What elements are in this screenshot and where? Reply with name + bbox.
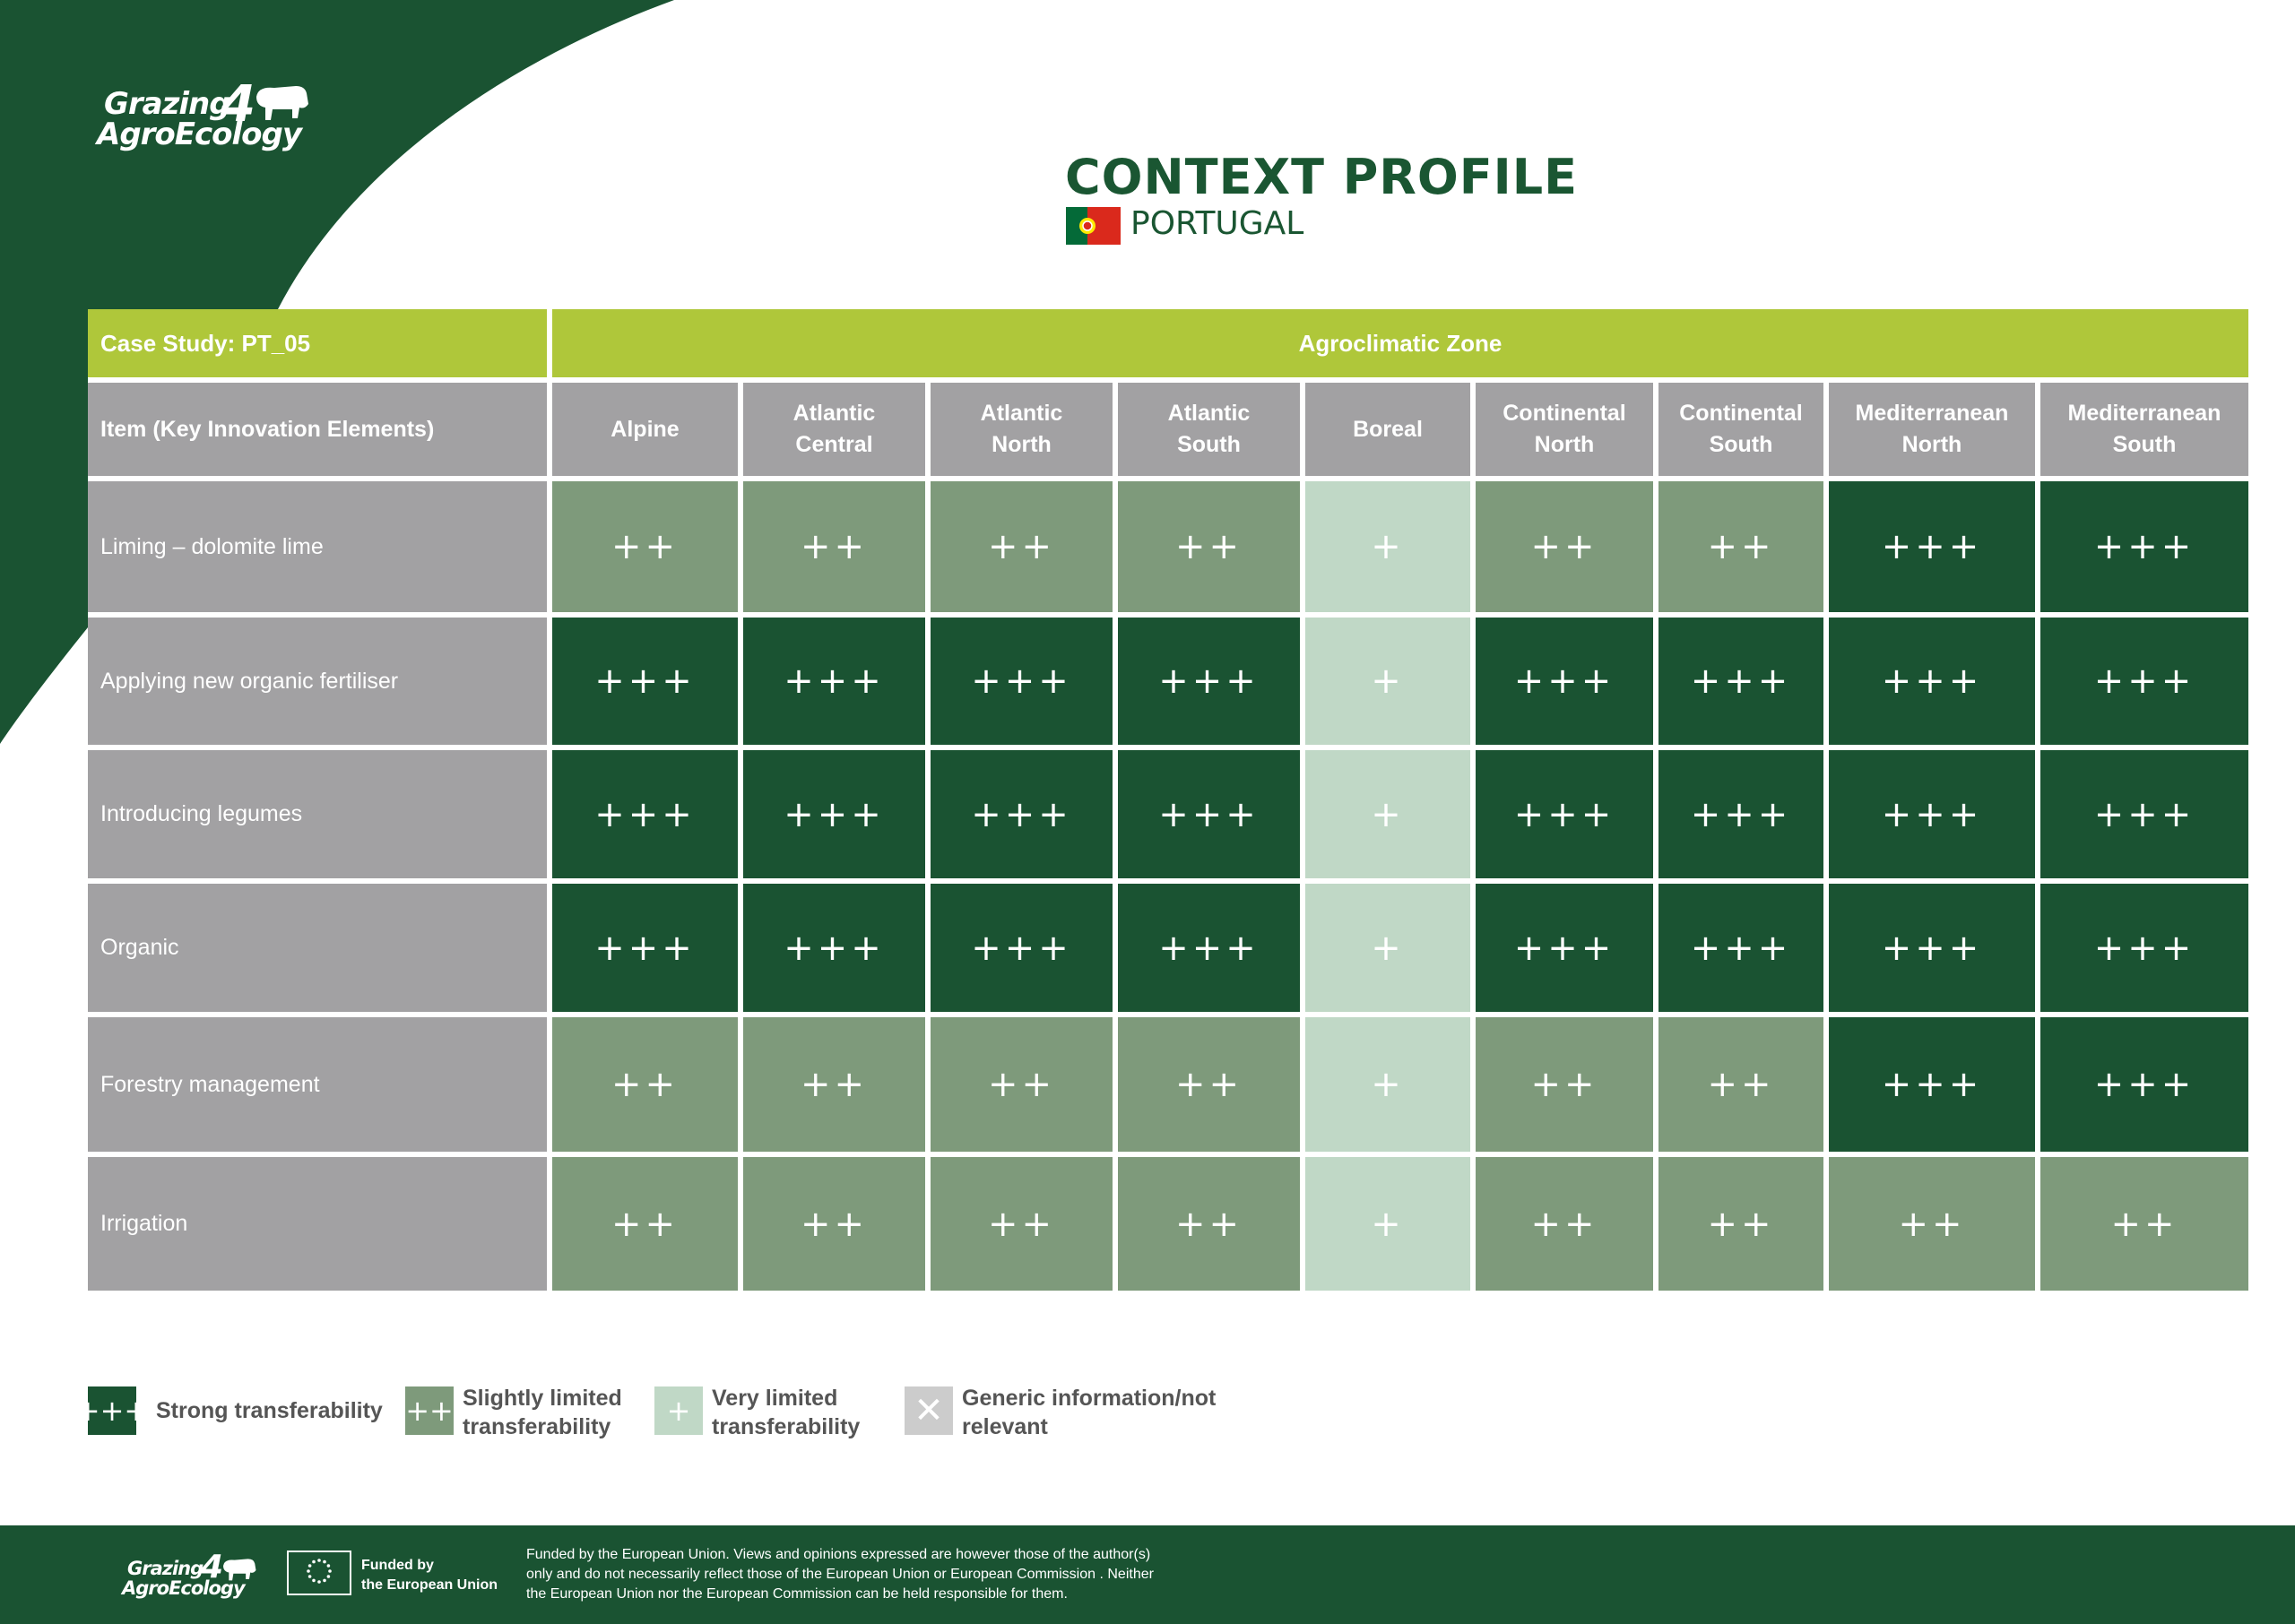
rating-cell-irrigation-atlantic-central: [743, 1157, 925, 1291]
rating-mark: +++: [1690, 793, 1792, 835]
rating-mark: ++: [1174, 1203, 1243, 1245]
rating-mark: ++: [1530, 1203, 1598, 1245]
rating-cell-irrigation-continental-south: [1658, 1157, 1823, 1291]
zone-header-alpine: Alpine: [552, 383, 738, 476]
logo-text-four: 4: [221, 75, 255, 134]
funding-disclaimer: [526, 1545, 1333, 1604]
rating-mark: +++: [2093, 526, 2195, 567]
rating-mark: +: [1371, 1203, 1405, 1245]
footer-cow-icon: [219, 1554, 258, 1586]
rating-cell-applying-new-organic-fertiliser-alpine: [552, 618, 738, 745]
rating-cell-applying-new-organic-fertiliser-boreal: [1305, 618, 1470, 745]
rating-mark: +++: [784, 927, 885, 969]
eu-funding-line: the European Union: [361, 1577, 498, 1593]
rating-mark: ++: [800, 526, 869, 567]
country-name: PORTUGAL: [1130, 205, 1304, 242]
rating-mark: ++: [800, 1064, 869, 1105]
rating-mark: ++: [611, 1203, 680, 1245]
rating-cell-liming-dolomite-lime-atlantic-north: [931, 481, 1113, 612]
legend-label-very-limited: [712, 1384, 860, 1441]
legend-label-line: relevant: [962, 1414, 1048, 1439]
footer-logo-text-grazing: Grazing: [127, 1558, 204, 1579]
rating-cell-applying-new-organic-fertiliser-atlantic-south: [1118, 618, 1300, 745]
rating-mark: ++: [1898, 1203, 1966, 1245]
rating-cell-forestry-management-mediterranean-north: [1829, 1017, 2035, 1152]
legend-label-line: transferability: [712, 1414, 861, 1439]
rating-cell-irrigation-continental-north: [1476, 1157, 1653, 1291]
transferability-table: [88, 309, 2229, 1291]
rating-cell-applying-new-organic-fertiliser-mediterranean-south: [2040, 618, 2248, 745]
rating-cell-introducing-legumes-atlantic-north: [931, 750, 1113, 878]
rating-cell-introducing-legumes-alpine: [552, 750, 738, 878]
rating-mark: +++: [2093, 661, 2195, 702]
rating-cell-introducing-legumes-mediterranean-north: [1829, 750, 2035, 878]
disclaimer-line: Funded by the European Union. Views and opinions expressed are however those of the author(s): [526, 1547, 1151, 1562]
legend-swatch-slightly-limited: ++: [405, 1386, 454, 1435]
rating-cell-introducing-legumes-continental-south: [1658, 750, 1823, 878]
rating-mark: ++: [1707, 1064, 1775, 1105]
rating-mark: +++: [594, 661, 696, 702]
rating-mark: +++: [1881, 793, 1983, 835]
zone-header-atlantic-south: Atlantic South: [1118, 383, 1300, 476]
rating-mark: +++: [1158, 661, 1260, 702]
legend-label-line: Generic information/not: [962, 1386, 1217, 1411]
rating-mark: +++: [1158, 793, 1260, 835]
rating-mark: ++: [987, 1203, 1056, 1245]
rating-mark: +++: [1513, 927, 1615, 969]
rating-mark: +: [1371, 927, 1405, 969]
rating-cell-applying-new-organic-fertiliser-continental-south: [1658, 618, 1823, 745]
agroclimatic-zone-header: Agroclimatic Zone: [552, 309, 2248, 377]
rating-mark: +: [1371, 661, 1405, 702]
zone-header-continental-north: Continental North: [1476, 383, 1653, 476]
rating-cell-applying-new-organic-fertiliser-atlantic-north: [931, 618, 1113, 745]
rating-cell-organic-mediterranean-north: [1829, 884, 2035, 1012]
legend-label-line: Very limited: [712, 1386, 838, 1411]
rating-cell-forestry-management-boreal: [1305, 1017, 1470, 1152]
rating-mark: +: [1371, 793, 1405, 835]
zone-header-atlantic-central: Atlantic Central: [743, 383, 925, 476]
rating-cell-introducing-legumes-atlantic-south: [1118, 750, 1300, 878]
rating-cell-introducing-legumes-atlantic-central: [743, 750, 925, 878]
legend-label-line: Slightly limited: [463, 1386, 622, 1411]
rating-cell-forestry-management-continental-north: [1476, 1017, 1653, 1152]
rating-mark: +++: [594, 927, 696, 969]
rating-cell-irrigation-boreal: [1305, 1157, 1470, 1291]
rating-cell-forestry-management-atlantic-north: [931, 1017, 1113, 1152]
row-label-applying-new-organic-fertiliser: Applying new organic fertiliser: [88, 618, 547, 745]
rating-mark: +++: [784, 793, 885, 835]
rating-cell-irrigation-atlantic-north: [931, 1157, 1113, 1291]
rating-mark: ++: [1707, 526, 1775, 567]
rating-mark: +++: [2093, 793, 2195, 835]
zone-header-mediterranean-south: Mediterranean South: [2040, 383, 2248, 476]
rating-mark: +++: [971, 927, 1072, 969]
rating-mark: ++: [611, 1064, 680, 1105]
legend-label-line: transferability: [463, 1414, 611, 1439]
rating-cell-organic-boreal: [1305, 884, 1470, 1012]
legend-label-line: Strong transferability: [156, 1398, 383, 1423]
rating-cell-applying-new-organic-fertiliser-atlantic-central: [743, 618, 925, 745]
rating-cell-organic-atlantic-south: [1118, 884, 1300, 1012]
rating-cell-liming-dolomite-lime-atlantic-central: [743, 481, 925, 612]
rating-cell-organic-continental-north: [1476, 884, 1653, 1012]
rating-cell-organic-mediterranean-south: [2040, 884, 2248, 1012]
rating-cell-organic-atlantic-north: [931, 884, 1113, 1012]
rating-mark: ++: [1707, 1203, 1775, 1245]
rating-mark: ++: [2110, 1203, 2178, 1245]
rating-mark: ++: [800, 1203, 869, 1245]
eu-funding-label: [361, 1556, 498, 1595]
footer-logo-text-agroecology: AgroEcology: [122, 1577, 245, 1599]
rating-mark: ++: [987, 526, 1056, 567]
rating-mark: +: [1371, 1064, 1405, 1105]
row-label-organic: Organic: [88, 884, 547, 1012]
eu-funding-line: Funded by: [361, 1558, 434, 1573]
rating-cell-liming-dolomite-lime-continental-south: [1658, 481, 1823, 612]
rating-cell-liming-dolomite-lime-continental-north: [1476, 481, 1653, 612]
legend-label-strong: [156, 1396, 383, 1425]
footer: [0, 1525, 2295, 1624]
rating-mark: +++: [1881, 927, 1983, 969]
rating-cell-forestry-management-mediterranean-south: [2040, 1017, 2248, 1152]
rating-cell-introducing-legumes-continental-north: [1476, 750, 1653, 878]
rating-cell-irrigation-mediterranean-south: [2040, 1157, 2248, 1291]
row-label-liming-dolomite-lime: Liming – dolomite lime: [88, 481, 547, 612]
page-title: CONTEXT PROFILE: [1065, 149, 1579, 205]
logo-text-agroecology: AgroEcology: [97, 117, 302, 152]
disclaimer-line: the European Union nor the European Commission can be held responsible for them.: [526, 1586, 1068, 1602]
rating-cell-liming-dolomite-lime-boreal: [1305, 481, 1470, 612]
legend-swatch-strong: +++: [88, 1386, 136, 1435]
rating-cell-irrigation-mediterranean-north: [1829, 1157, 2035, 1291]
rating-mark: +: [1371, 526, 1405, 567]
rating-cell-liming-dolomite-lime-mediterranean-south: [2040, 481, 2248, 612]
legend-swatch-not-relevant: ✕: [905, 1386, 953, 1435]
legend-label-not-relevant: [962, 1384, 1216, 1441]
rating-mark: ++: [1530, 1064, 1598, 1105]
rating-cell-liming-dolomite-lime-alpine: [552, 481, 738, 612]
rating-cell-irrigation-atlantic-south: [1118, 1157, 1300, 1291]
case-study-header: Case Study: PT_05: [88, 309, 547, 377]
rating-cell-forestry-management-continental-south: [1658, 1017, 1823, 1152]
footer-logo: [122, 1551, 265, 1604]
legend-label-slightly-limited: [463, 1384, 622, 1441]
rating-cell-organic-alpine: [552, 884, 738, 1012]
rating-cell-forestry-management-alpine: [552, 1017, 738, 1152]
rating-mark: ++: [1530, 526, 1598, 567]
zone-header-mediterranean-north: Mediterranean North: [1829, 383, 2035, 476]
rating-mark: +++: [1690, 927, 1792, 969]
rating-mark: +++: [1513, 661, 1615, 702]
rating-mark: +++: [1881, 526, 1983, 567]
rating-mark: ++: [1174, 1064, 1243, 1105]
rating-mark: +++: [2093, 1064, 2195, 1105]
rating-cell-forestry-management-atlantic-south: [1118, 1017, 1300, 1152]
rating-mark: +++: [1158, 927, 1260, 969]
zone-header-atlantic-north: Atlantic North: [931, 383, 1113, 476]
row-label-irrigation: Irrigation: [88, 1157, 547, 1291]
row-label-introducing-legumes: Introducing legumes: [88, 750, 547, 878]
rating-mark: +++: [971, 661, 1072, 702]
rating-cell-liming-dolomite-lime-mediterranean-north: [1829, 481, 2035, 612]
rating-cell-organic-atlantic-central: [743, 884, 925, 1012]
rating-mark: +++: [2093, 927, 2195, 969]
rating-mark: +++: [971, 793, 1072, 835]
rating-cell-introducing-legumes-boreal: [1305, 750, 1470, 878]
rating-mark: +++: [1881, 1064, 1983, 1105]
rating-mark: +++: [1513, 793, 1615, 835]
rating-cell-forestry-management-atlantic-central: [743, 1017, 925, 1152]
logo-text-grazing: Grazing: [104, 86, 230, 122]
rating-mark: +++: [1690, 661, 1792, 702]
rating-mark: +++: [1881, 661, 1983, 702]
rating-mark: ++: [611, 526, 680, 567]
item-column-header: Item (Key Innovation Elements): [88, 383, 547, 476]
rating-cell-applying-new-organic-fertiliser-mediterranean-north: [1829, 618, 2035, 745]
legend-swatch-very-limited: +: [654, 1386, 703, 1435]
eu-flag-icon: [287, 1551, 351, 1595]
rating-cell-introducing-legumes-mediterranean-south: [2040, 750, 2248, 878]
rating-mark: ++: [1174, 526, 1243, 567]
eu-stars-icon: [289, 1552, 350, 1594]
grazing4agroecology-logo: [95, 75, 319, 156]
cow-icon: [249, 79, 312, 129]
portugal-flag-icon: [1066, 207, 1121, 245]
rating-mark: ++: [987, 1064, 1056, 1105]
rating-cell-irrigation-alpine: [552, 1157, 738, 1291]
rating-mark: +++: [594, 793, 696, 835]
zone-header-boreal: Boreal: [1305, 383, 1470, 476]
rating-cell-applying-new-organic-fertiliser-continental-north: [1476, 618, 1653, 745]
footer-logo-text-four: 4: [201, 1549, 224, 1585]
rating-cell-organic-continental-south: [1658, 884, 1823, 1012]
row-label-forestry-management: Forestry management: [88, 1017, 547, 1152]
rating-cell-liming-dolomite-lime-atlantic-south: [1118, 481, 1300, 612]
disclaimer-line: only and do not necessarily reflect those of the European Union or European Commission . Neither: [526, 1567, 1154, 1582]
zone-header-continental-south: Continental South: [1658, 383, 1823, 476]
rating-mark: +++: [784, 661, 885, 702]
